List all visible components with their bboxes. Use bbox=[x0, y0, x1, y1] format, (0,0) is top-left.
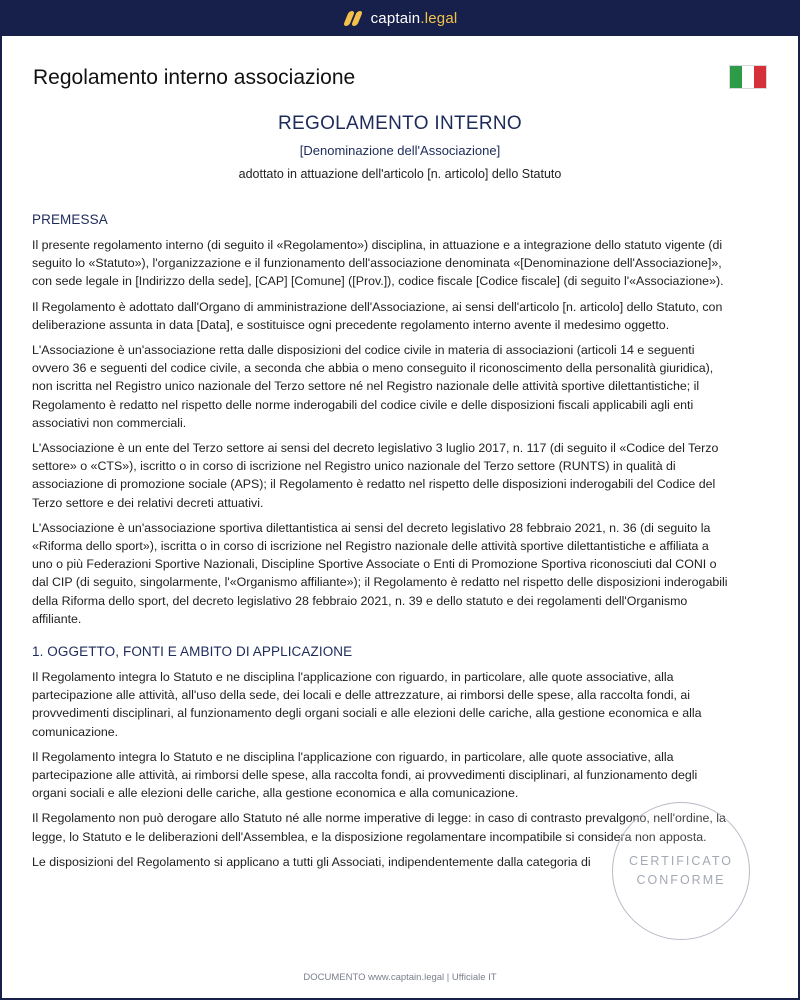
paragraph: L'Associazione è un'associazione retta dalle disposizioni del codice civile in materia di associazioni (articoli 14 e seguenti ovvero 36 e seguenti del codice civile, a seconda che abbia o meno conseguito il riconoscimento della personalità giuridica), non iscritta nel Registro unico nazionale del Terzo settore né nel Registro nazionale delle attività sportive dilettantistiche; il Regolamento è redatto nel rispetto delle norme inderogabili del codice civile e delle disposizioni fiscali applicabili agli enti associativi non commerciali. bbox=[32, 343, 714, 430]
italy-flag-icon bbox=[729, 65, 767, 89]
document-title: Regolamento interno associazione bbox=[33, 66, 356, 89]
document-footer: DOCUMENTO www.captain.legal | Ufficiale IT bbox=[303, 972, 497, 983]
paragraph: L'Associazione è un ente del Terzo settore ai sensi del decreto legislativo 3 luglio 2017, n. 117 (di seguito il «Codice del Terzo settore» o «CTS»), iscritto o in corso di iscrizione nel Registro unico nazionale del Terzo settore (RUNTS) in qualità di associazione di promozione sociale (APS); il Regolamento è redatto nel rispetto delle disposizioni inderogabili del Codice del Terzo settore e dei relativi decreti attuativi. bbox=[32, 441, 719, 510]
section-heading: 1. OGGETTO, FONTI E AMBITO DI APPLICAZIONE bbox=[32, 644, 353, 660]
stamp-line: CERTIFICATO bbox=[629, 854, 733, 868]
paragraph: L'Associazione è un'associazione sportiva dilettantistica ai sensi del decreto legislativo 28 febbraio 2021, n. 36 (di seguito la «Riforma dello sport»), iscritta o in corso di iscrizione nel Registro nazionale delle attività sportive dilettantistiche e affiliata a uno o più Federazioni Sportive Nazionali, Discipline Sportive Associate o Enti di Promozione Sportiva riconosciuti dal CONI o dal CIP (di seguito, singolarmente, l'«Organismo affiliante»); il Regolamento è redatto nel rispetto delle disposizioni inderogabili della Riforma dello sport, del decreto legislativo 28 febbraio 2021, n. 39 e dello statuto e dei regolamenti dell'Organismo affiliante. bbox=[32, 520, 728, 626]
document-sheet bbox=[2, 36, 798, 998]
paragraph: Le disposizioni del Regolamento si applicano a tutti gli Associati, indipendentemente dalla categoria di bbox=[32, 854, 591, 869]
top-bar bbox=[0, 0, 800, 36]
section-heading: PREMESSA bbox=[32, 212, 108, 227]
brand-name: captain.legal bbox=[370, 9, 458, 27]
section-premessa bbox=[32, 212, 732, 628]
paragraph: Il Regolamento non può derogare allo Statuto né alle norme imperative di legge: in caso di contrasto prevalgono, nell'ordine, la legge, lo Statuto e le deliberazioni dell'Assemblea, e la disposizione regolamentare incompatibile si considera non apposta. bbox=[32, 811, 726, 844]
paragraph: Il Regolamento integra lo Statuto e ne disciplina l'applicazione con riguardo, in particolare, alle quote associative, alla partecipazione alle attività, ai rimborsi delle spese, alla raccolta fondi, ai provvedimenti disciplinari, al funzionamento degli organi sociali e alle elezioni delle cariche, alla gestione economica e alla comunicazione. bbox=[32, 749, 698, 801]
paragraph: Il Regolamento integra lo Statuto e ne disciplina l'applicazione con riguardo, in particolare, alle quote associative, alla partecipazione alle attività, all'uso della sede, dei locali e delle attrezzature, ai rimborsi delle spese, alla raccolta fondi, ai provvedimenti disciplinari, al funzionamento degli organi sociali e alle elezioni delle cariche, alla gestione economica e alla comunicazione. bbox=[32, 670, 702, 739]
brand[interactable] bbox=[343, 9, 458, 27]
regulation-title: REGOLAMENTO INTERNO bbox=[278, 113, 522, 134]
paragraph: Il Regolamento è adottato dall'Organo di amministrazione dell'Associazione, ai sensi dell'articolo [n. articolo] dello Statuto, con deliberazione assunta in data [Data], e sostituisce ogni precedente regolamento interno avente il medesimo oggetto. bbox=[32, 299, 723, 332]
captain-legal-logo-icon bbox=[343, 9, 363, 27]
stamp-line: CONFORME bbox=[636, 873, 726, 887]
paragraph: Il presente regolamento interno (di seguito il «Regolamento») disciplina, in attuazione e a integrazione dello statuto vigente (di seguito lo «Statuto»), l'organizzazione e il funzionamento dell'associazione denominata «[Denominazione dell'Associazione]», con sede legale in [Indirizzo della sede], [CAP] [Comune] ([Prov.]), codice fiscale [Codice fiscale] (di seguito l'«Associazione»). bbox=[32, 238, 724, 289]
document-body bbox=[32, 212, 732, 878]
adoption-statement: adottato in attuazione dell'articolo [n. articolo] dello Statuto bbox=[238, 167, 562, 181]
association-name-placeholder: [Denominazione dell'Associazione] bbox=[299, 143, 501, 158]
certified-stamp bbox=[612, 802, 750, 940]
